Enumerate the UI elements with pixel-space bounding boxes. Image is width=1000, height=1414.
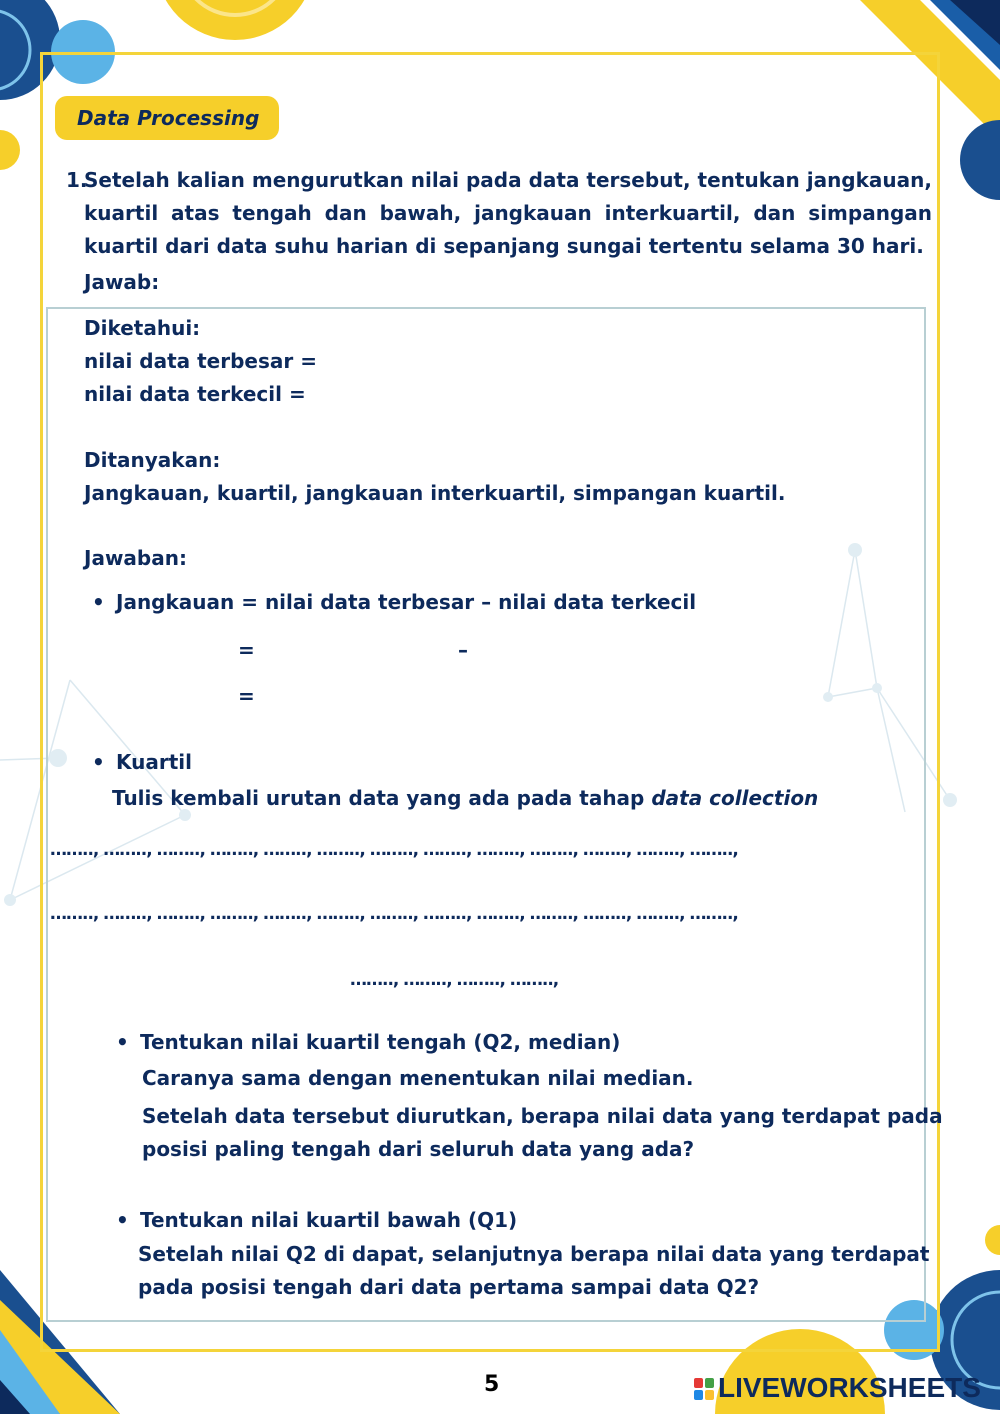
liveworksheets-logo-icon: [694, 1378, 714, 1400]
deco-circle-yellow-left: [0, 130, 20, 170]
q2-title: Tentukan nilai kuartil tengah (Q2, median): [140, 1030, 621, 1054]
bullet-icon: •: [92, 750, 105, 774]
question-text: Setelah kalian mengurutkan nilai pada data tersebut, tentukan jangkauan, kuartil atas tengah dan bawah, jangkauan interkuartil, dan simpangan kuartil dari data suhu harian di sepanjang sungai tertentu selama 30 hari.: [84, 168, 932, 258]
range-eq2: =: [238, 684, 255, 708]
range-formula: Jangkauan = nilai data terbesar – nilai data terkecil: [116, 590, 697, 614]
asked-text: Jangkauan, kuartil, jangkauan interkuartil, simpangan kuartil.: [84, 481, 786, 505]
q2-line3: posisi paling tengah dari seluruh data yang ada?: [142, 1137, 695, 1161]
q1-line2: pada posisi tengah dari data pertama sampai data Q2?: [138, 1275, 760, 1299]
range-minus: –: [458, 638, 468, 662]
q2-line1: Caranya sama dengan menentukan nilai median.: [142, 1066, 694, 1090]
bullet-icon: •: [116, 1030, 129, 1054]
bullet-icon: •: [116, 1208, 129, 1232]
page-number: 5: [484, 1372, 500, 1397]
answer-label: Jawab:: [84, 270, 160, 294]
answer-blanks-row1[interactable]: …….., …….., …….., …….., …….., …….., …….., …….., …….., …….., …….., …….., ……..,: [50, 840, 738, 860]
q1-line1: Setelah nilai Q2 di dapat, selanjutnya berapa nilai data yang terdapat: [138, 1242, 930, 1266]
quartile-instruction: [112, 786, 818, 810]
range-eq1: =: [238, 638, 255, 662]
answer-blanks-row2[interactable]: …….., …….., …….., …….., …….., …….., …….., …….., …….., …….., …….., …….., ……..,: [50, 904, 738, 924]
known-min-label: nilai data terkecil =: [84, 382, 306, 406]
solution-title: Jawaban:: [84, 546, 187, 570]
quartile-title: Kuartil: [116, 750, 193, 774]
quartile-instruction-text: Tulis kembali urutan data yang ada pada tahap: [112, 786, 645, 810]
asked-title: Ditanyakan:: [84, 448, 221, 472]
deco-circle-navy-tr: [960, 120, 1000, 200]
quartile-instruction-italic: data collection: [651, 786, 819, 810]
question-number: 1.: [66, 168, 88, 192]
bullet-icon: •: [92, 590, 105, 614]
liveworksheets-logo[interactable]: LIVEWORKSHEETS: [718, 1372, 981, 1403]
q1-title: Tentukan nilai kuartil bawah (Q1): [140, 1208, 518, 1232]
deco-circle-yellow-right: [985, 1225, 1000, 1255]
answer-blanks-row3[interactable]: …….., …….., …….., ……..,: [350, 970, 559, 990]
known-title: Diketahui:: [84, 316, 201, 340]
section-badge: Data Processing: [55, 96, 279, 140]
known-max-label: nilai data terbesar =: [84, 349, 317, 373]
deco-circle-yellow-top: [155, 0, 315, 40]
q2-line2: Setelah data tersebut diurutkan, berapa nilai data yang terdapat pada: [142, 1104, 943, 1128]
